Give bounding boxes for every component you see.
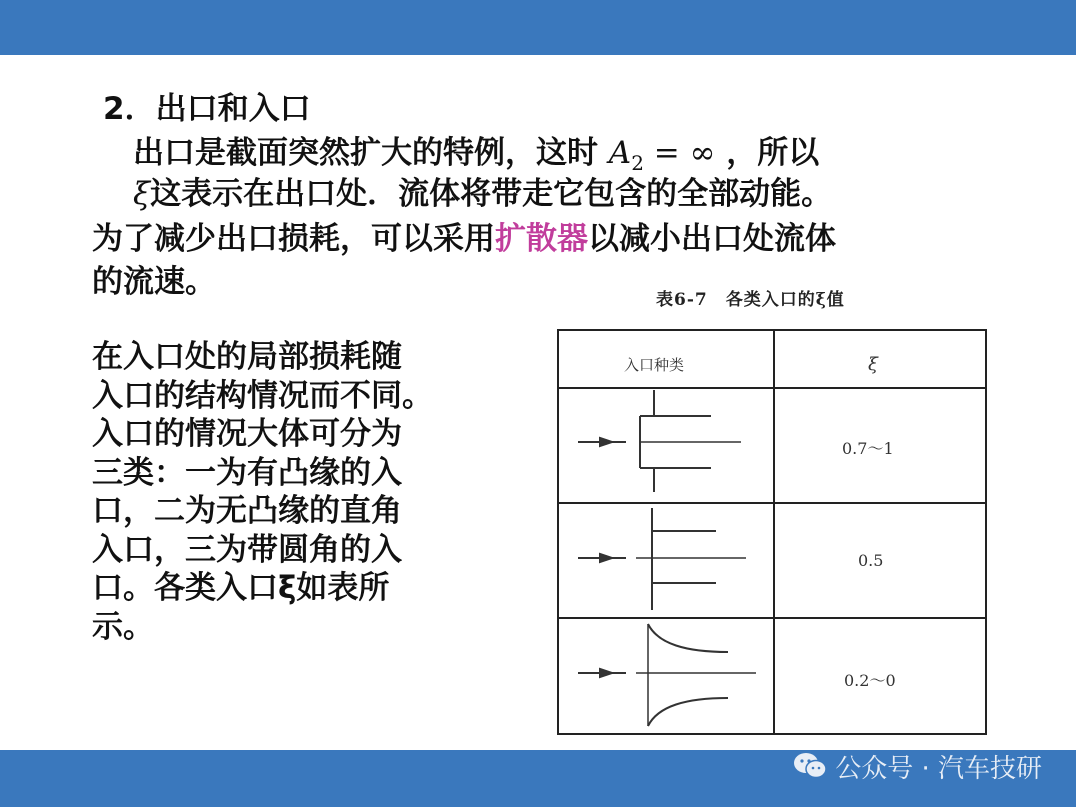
table-grid [556, 328, 988, 738]
entrance-loss-paragraph [92, 338, 433, 646]
xi-value-flanged: 0.7～1 [842, 439, 894, 458]
formula-a2-infinity: $A_2$ = ∞ [608, 135, 716, 176]
paragraph-line: 三类：一为有凸缘的入 [92, 454, 402, 491]
text-line-3: 为了减少出口损耗，可以采用扩散器以减小出口处流体 [92, 221, 836, 257]
paragraph-line: 示。 [92, 608, 154, 645]
text-line-4: 的流速。 [92, 264, 216, 300]
section-heading: 2．出口和入口 [103, 91, 311, 127]
paragraph-line: 入口的结构情况而不同。 [92, 377, 433, 414]
watermark [793, 748, 1042, 784]
wechat-icon [793, 752, 827, 780]
paragraph-line: 在入口处的局部损耗随 [92, 339, 402, 375]
flanged-entrance-icon [578, 390, 741, 492]
header-entrance-type: 入口种类 [624, 356, 685, 374]
entrance-coefficient-table [556, 328, 988, 738]
text-line-2: ξ这表示在出口处．流体将带走它包含的全部动能。 [133, 176, 833, 212]
watermark-text: 公众号 · 汽车技研 [835, 753, 1042, 784]
xi-symbol: ξ [133, 176, 151, 212]
paragraph-line: 入口的情况大体可分为 [92, 416, 402, 452]
top-band [0, 0, 1076, 55]
line1-prefix: 出口是截面突然扩大的特例，这时 [133, 135, 609, 171]
table-caption: 表6-7 各类入口的ξ值 [656, 290, 845, 310]
paragraph-line: 口，二为无凸缘的直角 [92, 493, 402, 529]
highlight-diffuser: 扩散器 [495, 221, 588, 257]
paragraph-line: 口。各类入口ξ如表所 [92, 570, 390, 606]
xi-value-rounded: 0.2～0 [844, 671, 896, 690]
square-entrance-icon [578, 508, 746, 610]
xi-value-square: 0.5 [858, 551, 884, 570]
header-xi: ξ [868, 354, 878, 375]
line1-suffix: ，所以 [715, 135, 820, 171]
rounded-entrance-icon [578, 624, 756, 726]
paragraph-line: 入口，三为带圆角的入 [92, 531, 402, 568]
